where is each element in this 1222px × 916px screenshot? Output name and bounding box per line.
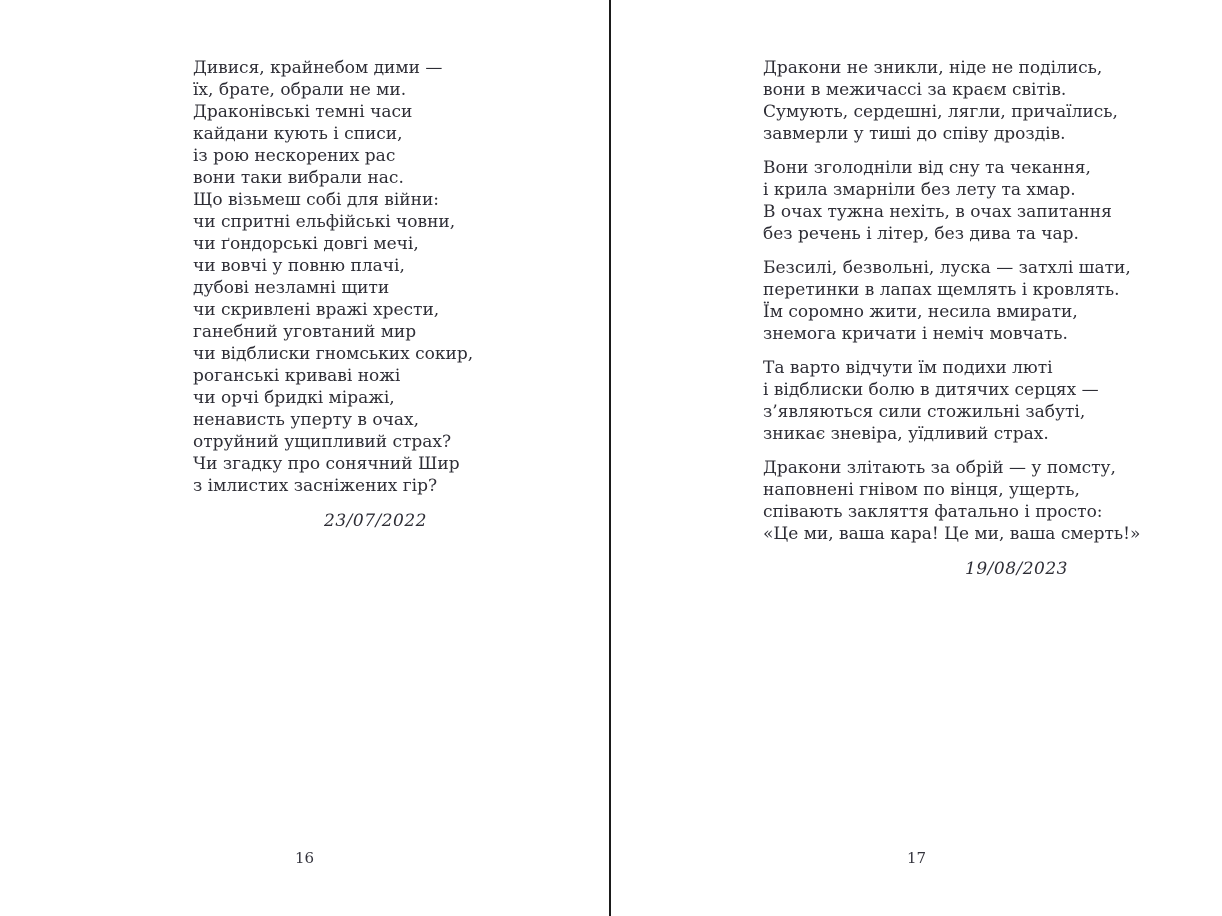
- poem-line: отруйний ущипливий страх?: [193, 432, 452, 452]
- poem-right-stanza-2: [763, 157, 1112, 245]
- poem-line: з імлистих засніжених гір?: [193, 476, 438, 496]
- poem-line: із рою нескорених рас: [193, 146, 396, 166]
- poem-left-stanza: [193, 57, 474, 497]
- poem-line: без речень і літер, без дива та чар.: [763, 224, 1079, 244]
- poem-line: «Це ми, ваша кара! Це ми, ваша смерть!»: [763, 524, 1141, 544]
- poem-line: перетинки в лапах щемлять і кровлять.: [763, 280, 1120, 300]
- poem-right: [763, 57, 1141, 580]
- poem-line: Та варто відчути їм подихи люті: [763, 358, 1053, 378]
- poem-line: наповнені гнівом по вінця, ущерть,: [763, 480, 1080, 500]
- poem-line: Дракони злітають за обрій — у помсту,: [763, 458, 1116, 478]
- poem-left-date: 23/07/2022: [324, 511, 427, 531]
- poem-line: ганебний уговтаний мир: [193, 322, 417, 342]
- poem-line: їх, брате, обрали не ми.: [193, 80, 407, 100]
- right-page: [611, 0, 1222, 916]
- poem-line: вони в межичассі за краєм світів.: [763, 80, 1067, 100]
- poem-line: кайдани кують і списи,: [193, 124, 403, 144]
- poem-line: зникає зневіра, уїдливий страх.: [763, 424, 1049, 444]
- left-page: [0, 0, 609, 916]
- poem-line: роганські криваві ножі: [193, 366, 401, 386]
- poem-line: Сумують, сердешні, лягли, причаїлись,: [763, 102, 1118, 122]
- poem-line: співають закляття фатально і просто:: [763, 502, 1103, 522]
- poem-line: Драконівські темні часи: [193, 102, 413, 122]
- poem-line: і крила змарніли без лету та хмар.: [763, 180, 1076, 200]
- poem-line: ненависть уперту в очах,: [193, 410, 420, 430]
- poem-line: з’являються сили стожильні забуті,: [763, 402, 1086, 422]
- poem-line: чи вовчі у повню плачі,: [193, 256, 405, 276]
- poem-left: [193, 57, 474, 532]
- poem-right-stanza-3: [763, 257, 1131, 345]
- poem-line: Дракони не зникли, ніде не поділись,: [763, 58, 1103, 78]
- poem-right-stanza-1: [763, 57, 1118, 145]
- poem-line: і відблиски болю в дитячих серцях —: [763, 380, 1099, 400]
- poem-line: знемога кричати і неміч мовчать.: [763, 324, 1068, 344]
- poem-line: чи відблиски гномських сокир,: [193, 344, 474, 364]
- poem-right-stanza-4: [763, 357, 1099, 445]
- poem-line: завмерли у тиші до співу дроздів.: [763, 124, 1066, 144]
- poem-right-date: 19/08/2023: [965, 559, 1068, 579]
- poem-line: дубові незламні щити: [193, 278, 390, 298]
- poem-line: Вони зголодніли від сну та чекання,: [763, 158, 1091, 178]
- poem-line: Безсилі, безвольні, луска — затхлі шати,: [763, 258, 1131, 278]
- poem-line: Дивися, крайнебом дими —: [193, 58, 443, 78]
- poem-right-stanza-5: [763, 457, 1141, 545]
- page-number-right: 17: [906, 849, 927, 867]
- poem-line: Їм соромно жити, несила вмирати,: [763, 302, 1078, 322]
- poem-line: Що візьмеш собі для війни:: [193, 190, 440, 210]
- poem-line: В очах тужна нехіть, в очах запитання: [763, 202, 1112, 222]
- poem-line: чи орчі бридкі міражі,: [193, 388, 395, 408]
- poem-line: вони таки вибрали нас.: [193, 168, 404, 188]
- poem-line: чи скривлені вражі хрести,: [193, 300, 440, 320]
- poem-line: чи спритні ельфійські човни,: [193, 212, 456, 232]
- poem-line: чи ґондорські довгі мечі,: [193, 234, 419, 254]
- poem-line: Чи згадку про сонячний Шир: [193, 454, 460, 474]
- page-number-left: 16: [294, 849, 315, 867]
